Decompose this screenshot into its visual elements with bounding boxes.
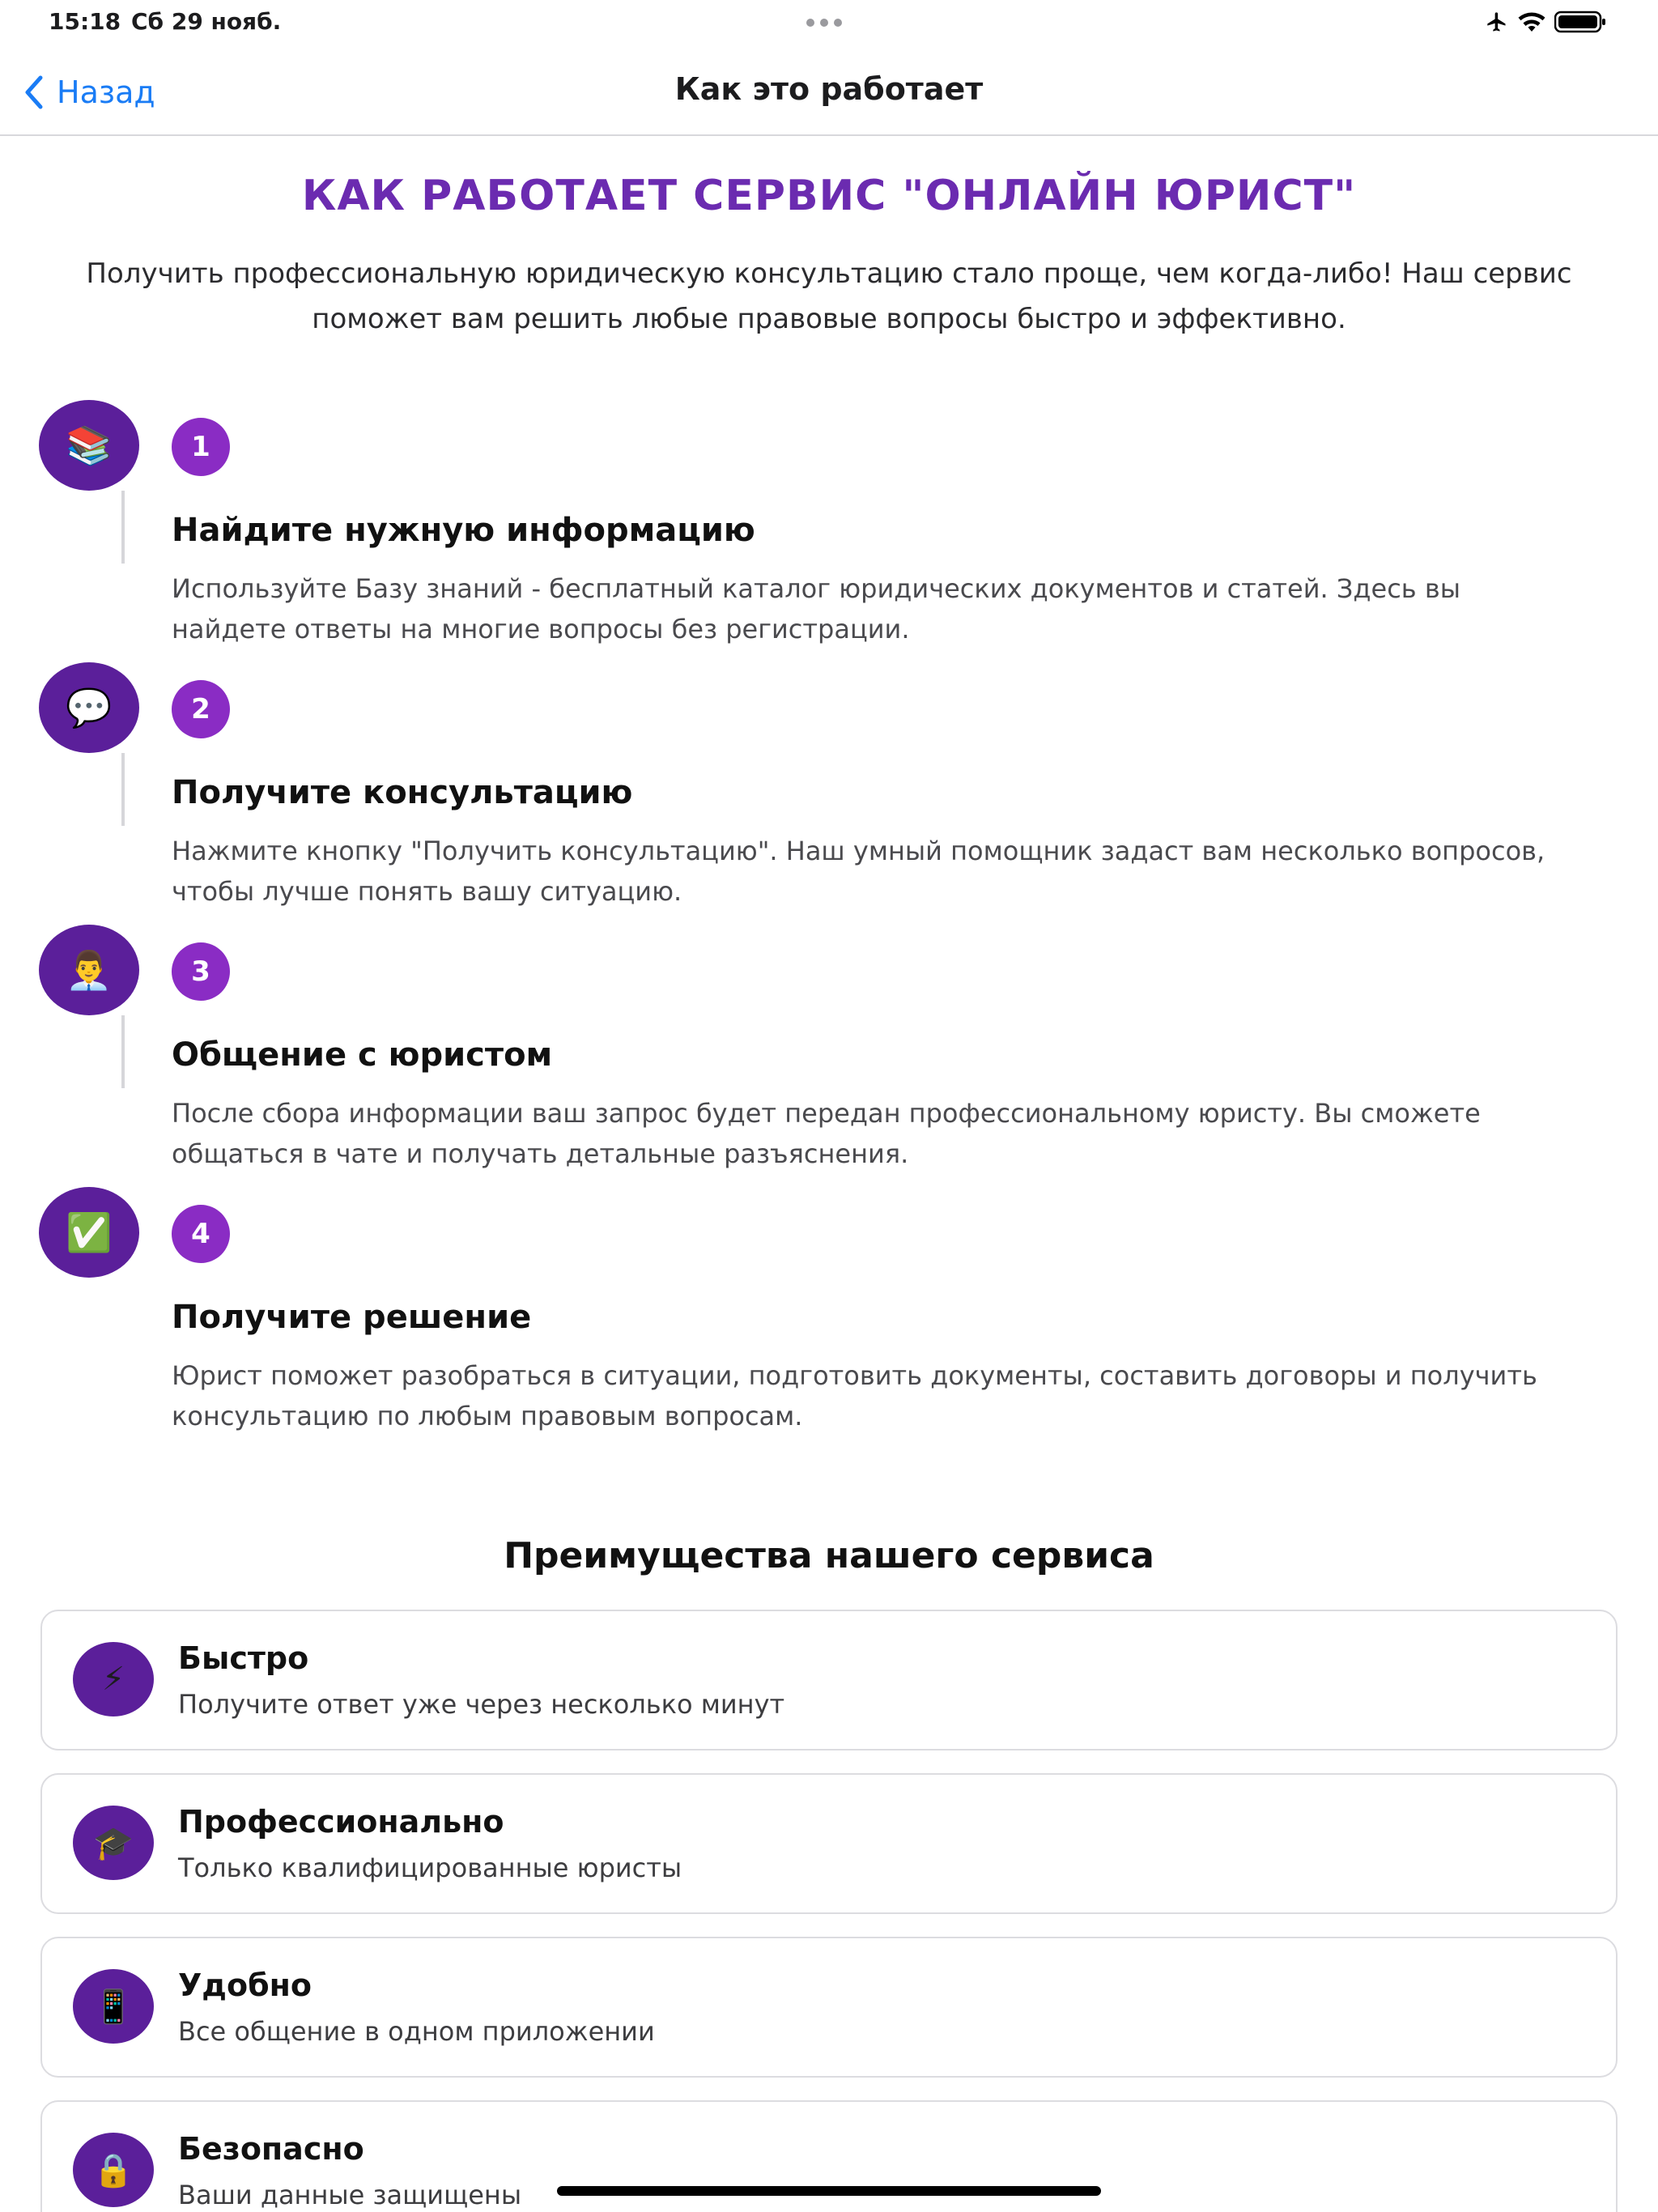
step-description: Нажмите кнопку "Получить консультацию". Наш умный помощник задаст вам несколько вопросов, чтобы лучше понять вашу ситуацию. — [172, 836, 1545, 907]
intro-line: Получить профессиональную юридическую консультацию стало проще, чем когда-либо! Наш сервис — [86, 257, 1572, 290]
advantage-name: Безопасно — [178, 2131, 364, 2167]
advantage-card-professional — [40, 1773, 1618, 1914]
advantage-text: Ваши данные защищены — [178, 2180, 522, 2210]
step-4 — [0, 1187, 1658, 1449]
step-title: Получите консультацию — [172, 774, 633, 811]
advantage-name: Профессионально — [178, 1804, 504, 1840]
battery-icon — [1554, 10, 1606, 34]
advantage-text: Все общение в одном приложении — [178, 2016, 655, 2047]
step-description: После сбора информации ваш запрос будет передан профессиональному юристу. Вы сможете общаться в чате и получать детальные разъяснения. — [172, 1098, 1481, 1169]
wifi-icon — [1517, 11, 1546, 33]
step-title: Получите решение — [172, 1299, 532, 1336]
page-title: Как это работает — [674, 71, 984, 107]
advantage-name: Удобно — [178, 1967, 312, 2003]
service-title: КАК РАБОТАЕТ СЕРВИС "ОНЛАЙН ЮРИСТ" — [301, 172, 1357, 220]
timeline-connector — [121, 491, 125, 564]
lawyer-icon: 👨‍💼 — [39, 925, 139, 1015]
advantages-title: Преимущества нашего сервиса — [504, 1535, 1154, 1576]
back-button-label: Назад — [57, 74, 155, 110]
speech-bubble-icon: 💬 — [39, 662, 139, 753]
status-icons — [1485, 10, 1606, 34]
step-number-badge: 3 — [172, 942, 230, 1001]
navigation-bar — [0, 49, 1658, 136]
step-description: Используйте Базу знаний - бесплатный каталог юридических документов и статей. Здесь вы найдете ответы на многие вопросы без регистрации. — [172, 573, 1460, 644]
status-time: 15:18 — [49, 8, 121, 35]
step-1 — [0, 400, 1658, 662]
home-indicator[interactable] — [557, 2186, 1101, 2196]
advantage-name: Быстро — [178, 1640, 309, 1676]
multitasking-dots-icon[interactable] — [806, 15, 852, 24]
status-bar — [0, 0, 1658, 45]
step-number-badge: 4 — [172, 1205, 230, 1263]
check-mark-icon: ✅ — [39, 1187, 139, 1278]
status-date: Сб 29 нояб. — [131, 8, 282, 35]
step-3 — [0, 925, 1658, 1187]
advantage-text: Получите ответ уже через несколько минут — [178, 1689, 785, 1720]
step-description: Юрист поможет разобраться в ситуации, подготовить документы, составить договоры и получить консультацию по любым правовым вопросам. — [172, 1360, 1537, 1431]
intro-line: поможет вам решить любые правовые вопросы быстро и эффективно. — [312, 303, 1346, 335]
step-title: Общение с юристом — [172, 1036, 553, 1074]
books-icon: 📚 — [39, 400, 139, 491]
graduation-cap-icon: 🎓 — [73, 1806, 154, 1880]
advantage-card-fast — [40, 1610, 1618, 1750]
step-number-badge: 1 — [172, 418, 230, 476]
step-number-badge: 2 — [172, 680, 230, 738]
advantage-card-convenient — [40, 1937, 1618, 2078]
advantage-text: Только квалифицированные юристы — [178, 1853, 682, 1883]
lock-icon: 🔒 — [73, 2133, 154, 2207]
phone-icon: 📱 — [73, 1969, 154, 2044]
step-2 — [0, 662, 1658, 925]
timeline-connector — [121, 1015, 125, 1088]
timeline-connector — [121, 753, 125, 826]
service-intro — [49, 251, 1609, 342]
lightning-icon: ⚡ — [73, 1642, 154, 1716]
step-title: Найдите нужную информацию — [172, 512, 755, 549]
airplane-icon — [1485, 11, 1509, 33]
